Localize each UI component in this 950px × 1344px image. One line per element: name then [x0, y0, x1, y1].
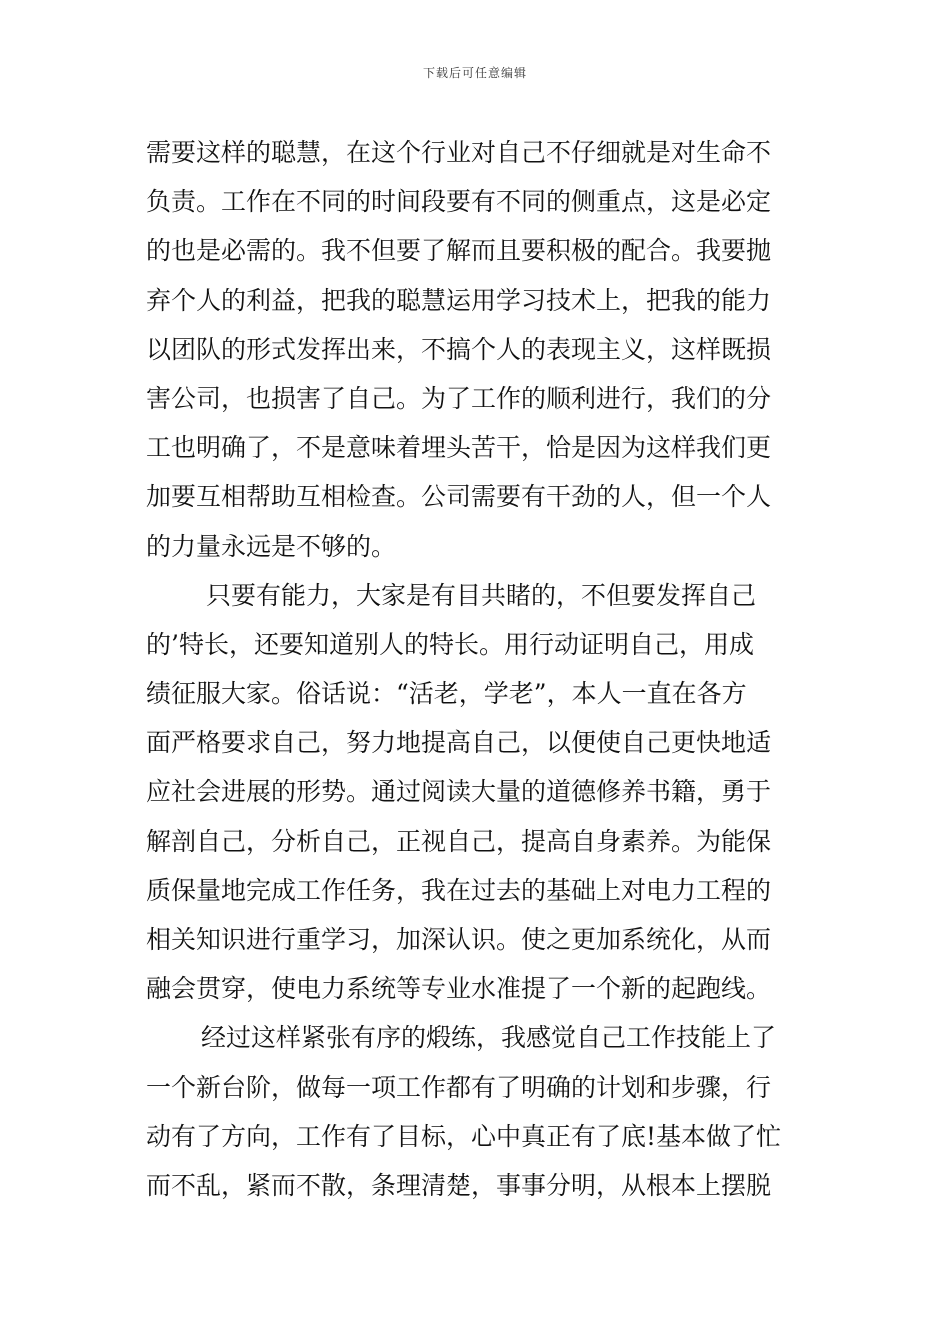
- paragraph-line: 融会贯穿，使电力系统等专业水准提了一个新的起跑线。: [146, 974, 772, 1004]
- paragraph-line: 的也是必需的。我不但要了解而且要积极的配合。我要抛: [146, 236, 772, 266]
- paragraph-line: 害公司，也损害了自己。为了工作的顺利进行，我们的分: [146, 383, 772, 413]
- paragraph-line: 应社会进展的形势。通过阅读大量的道德修养书籍，勇于: [146, 777, 772, 807]
- document-body: [146, 128, 806, 1210]
- paragraph-line: 弃个人的利益，把我的聪慧运用学习技术上，把我的能力: [146, 285, 772, 315]
- paragraph-line: 工也明确了，不是意味着埋头苦干，恰是因为这样我们更: [146, 433, 772, 463]
- paragraph-line: 一个新台阶，做每一项工作都有了明确的计划和步骤，行: [146, 1072, 772, 1102]
- paragraph-line: 只要有能力，大家是有目共睹的，不但要发挥自己: [206, 580, 757, 610]
- paragraph-line: 面严格要求自己，努力地提高自己，以便使自己更快地适: [146, 728, 772, 758]
- paragraph-line: 相关知识进行重学习，加深认识。使之更加系统化，从而: [146, 925, 772, 954]
- paragraph-line: 以团队的形式发挥出来，不搞个人的表现主义，这样既损: [146, 334, 772, 364]
- paragraph-line: 质保量地完成工作任务，我在过去的基础上对电力工程的: [146, 875, 772, 905]
- paragraph-line: 负责。工作在不同的时间段要有不同的侧重点，这是必定: [146, 187, 772, 217]
- paragraph-line: 的力量永远是不够的。: [146, 531, 397, 561]
- paragraph-line: 动有了方向，工作有了目标，心中真正有了底!基本做了忙: [146, 1121, 782, 1151]
- paragraph-line: 而不乱，紧而不散，条理清楚，事事分明，从根本上摆脱: [146, 1170, 772, 1200]
- page-header: 下载后可任意编辑: [422, 66, 527, 80]
- paragraph-line: 经过这样紧张有序的煅练，我感觉自己工作技能上了: [201, 1023, 777, 1053]
- paragraph-line: 解剖自己，分析自己，正视自己，提高自身素养。为能保: [146, 826, 772, 856]
- paragraph-line: 加要互相帮助互相检查。公司需要有干劲的人，但一个人: [146, 482, 772, 512]
- paragraph-line: 需要这样的聪慧，在这个行业对自己不仔细就是对生命不: [146, 138, 772, 167]
- paragraph-line: 绩征服大家。俗话说：“活老，学老”，本人一直在各方: [146, 679, 747, 709]
- paragraph-line: 的’特长，还要知道别人的特长。用行动证明自己，用成: [146, 629, 754, 659]
